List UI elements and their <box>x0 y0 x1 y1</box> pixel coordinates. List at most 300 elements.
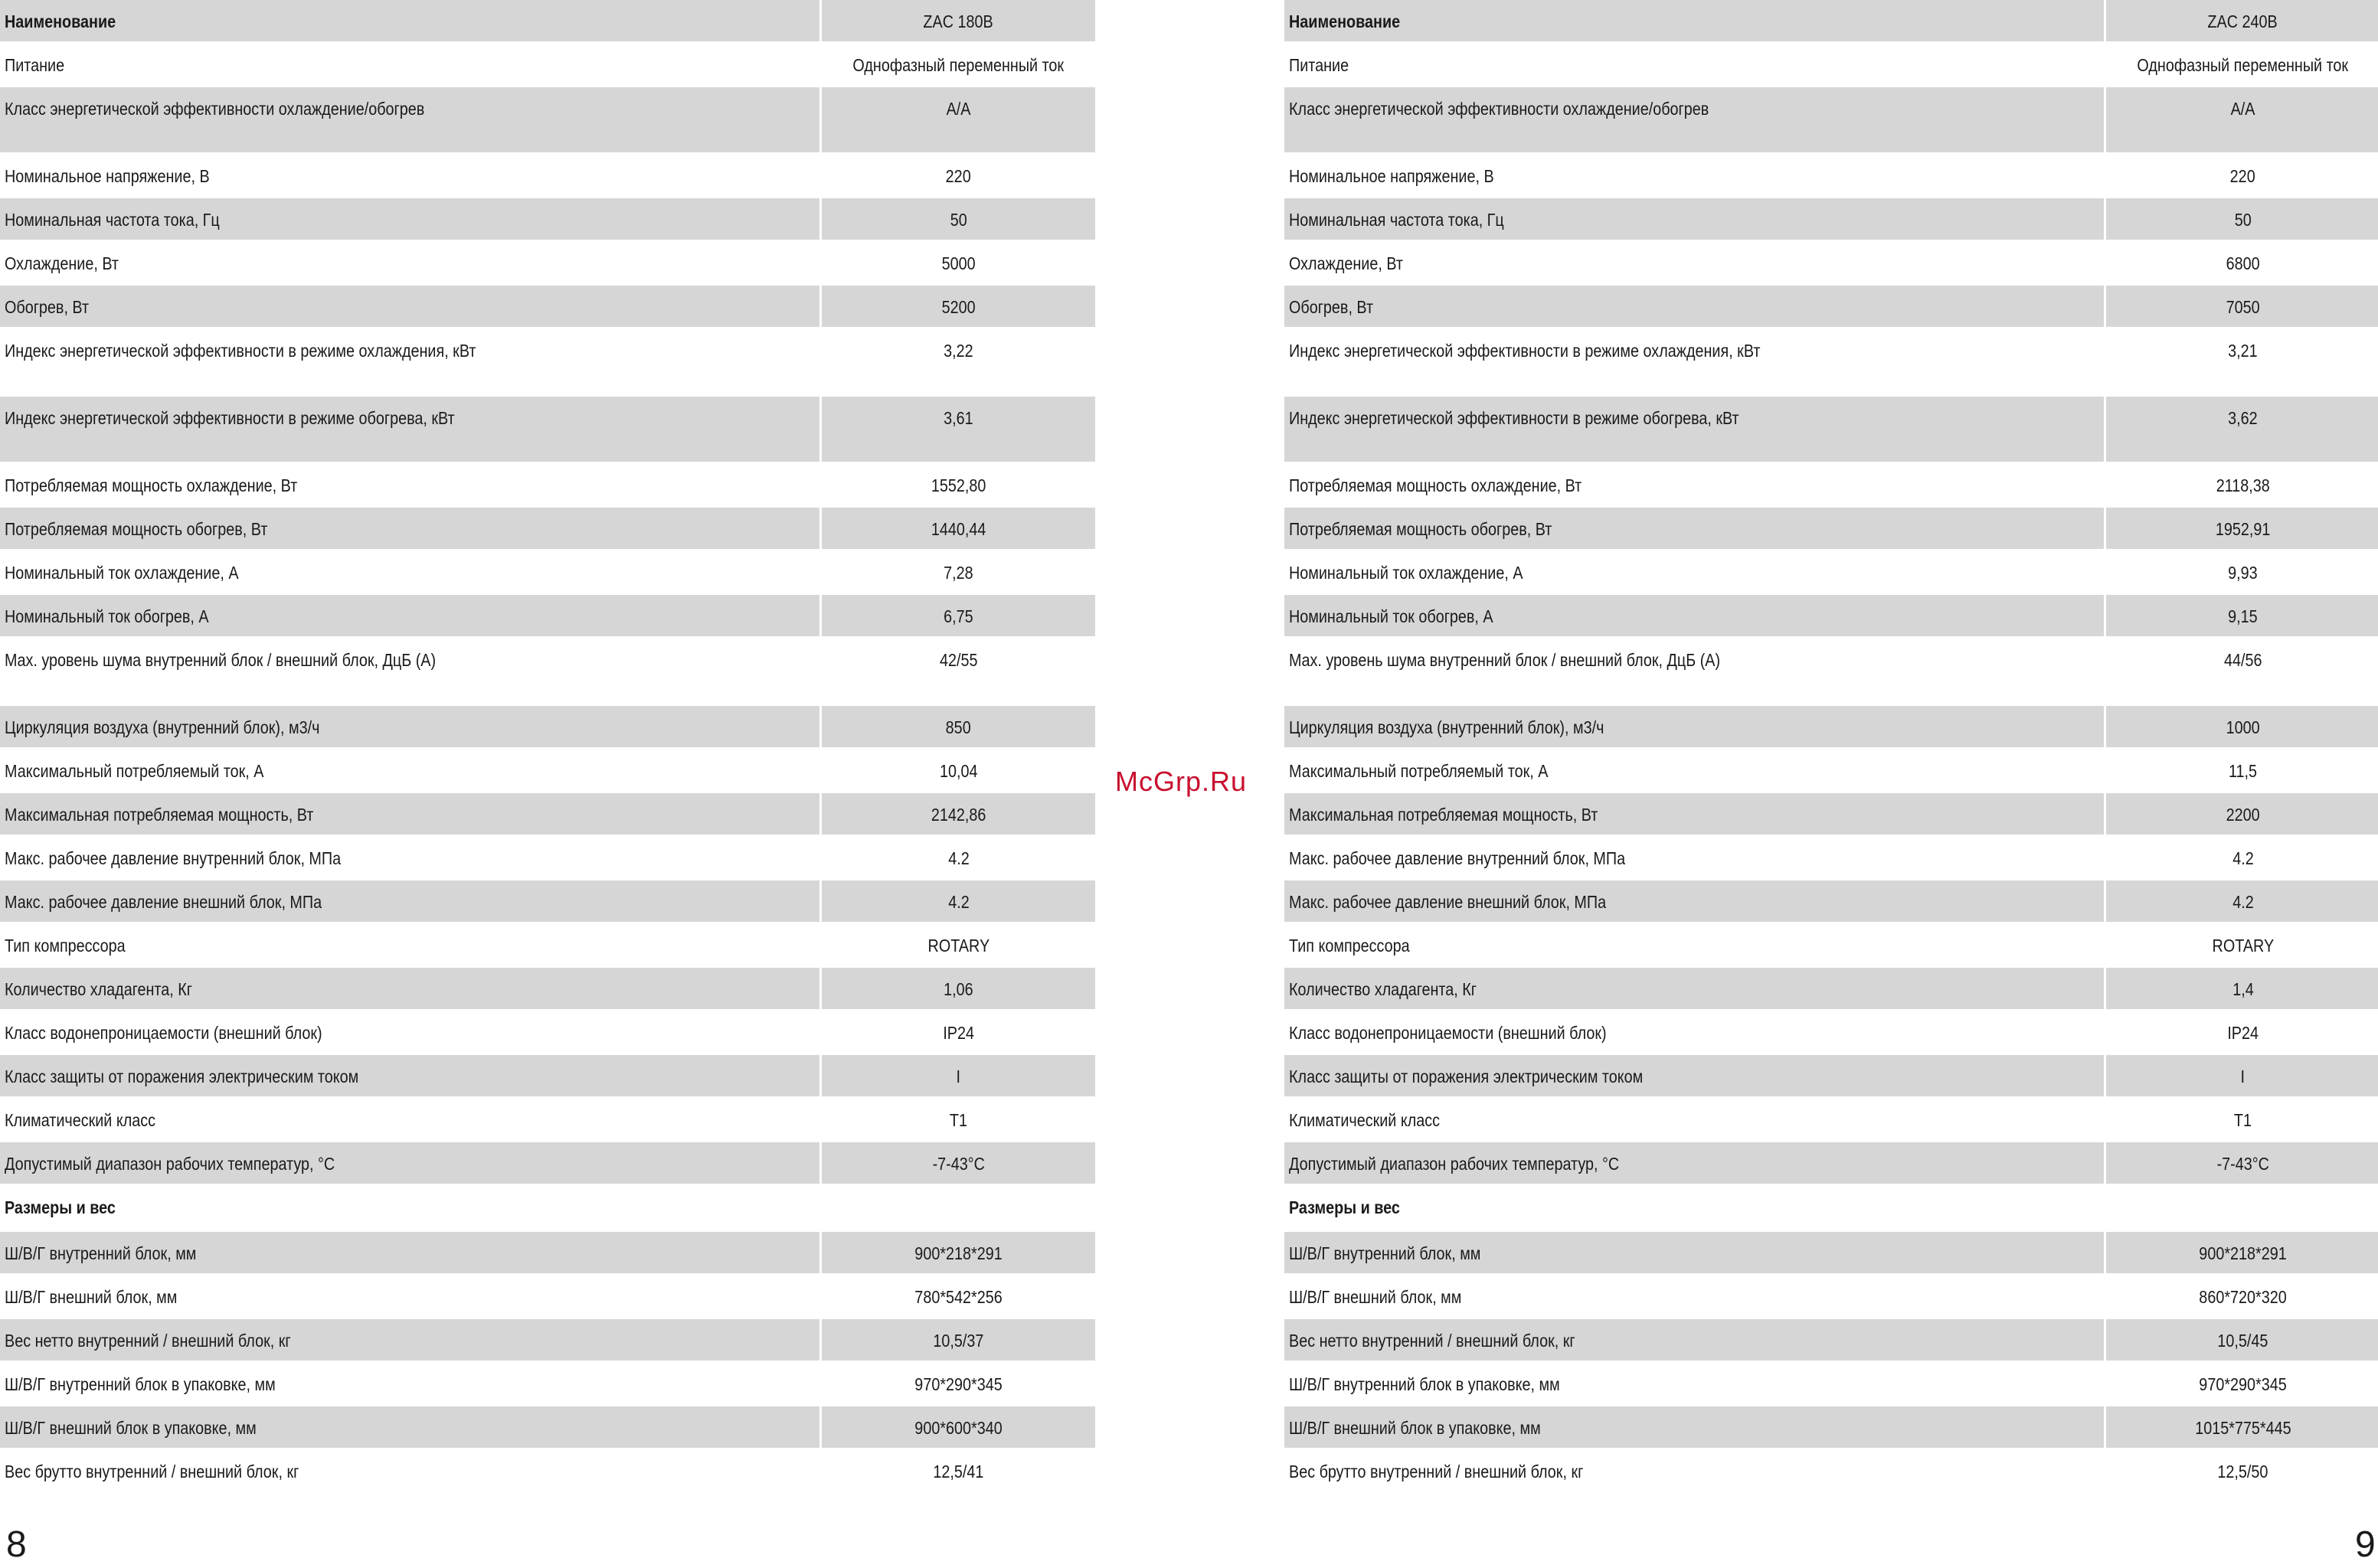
spec-value-text: 4.2 <box>947 892 970 912</box>
spec-label-text: Потребляемая мощность охлаждение, Вт <box>5 475 298 495</box>
spec-value-text: 1,4 <box>2232 979 2254 999</box>
spec-label <box>1284 397 2104 464</box>
spec-label <box>0 44 819 87</box>
spec-value <box>819 198 1095 242</box>
spec-value <box>2104 1011 2378 1055</box>
spec-value-text: 9,15 <box>2228 606 2258 626</box>
spec-value <box>2104 87 2378 155</box>
spec-label-text: Потребляемая мощность охлаждение, Вт <box>1289 475 1582 495</box>
spec-label <box>1284 837 2104 880</box>
spec-label <box>1284 1319 2104 1363</box>
spec-value-text: I <box>2240 1067 2246 1086</box>
table-row <box>0 508 1095 551</box>
spec-label-text: Ш/В/Г внешний блок в упаковке, мм <box>5 1418 257 1438</box>
table-row <box>0 1099 1095 1142</box>
spec-label <box>0 837 819 880</box>
spec-label-text: Размеры и вес <box>5 1197 116 1217</box>
spec-label <box>1284 198 2104 242</box>
spec-value <box>819 639 1095 706</box>
spec-value-text: 10,5/37 <box>933 1331 984 1351</box>
spec-value-text: 860*720*320 <box>2199 1287 2287 1307</box>
table-row <box>0 1363 1095 1406</box>
table-row <box>1284 1450 2378 1494</box>
table-row <box>1284 329 2378 397</box>
spec-value <box>2104 508 2378 551</box>
spec-label-text: Max. уровень шума внутренний блок / внешний блок, ДцБ (А) <box>1289 650 1721 670</box>
spec-value <box>819 329 1095 397</box>
spec-label-text: Класс защиты от поражения электрическим током <box>1289 1067 1644 1086</box>
spec-value <box>2104 595 2378 639</box>
spec-value <box>2104 1276 2378 1319</box>
spec-label <box>0 1363 819 1406</box>
spec-value-text: 850 <box>945 717 972 737</box>
spec-value <box>2104 1142 2378 1186</box>
table-row <box>0 155 1095 198</box>
spec-value <box>2104 242 2378 286</box>
spec-label-text: Класс защиты от поражения электрическим током <box>5 1067 359 1086</box>
spec-label-text: Макс. рабочее давление внешний блок, МПа <box>5 892 322 912</box>
spec-label <box>0 1142 819 1186</box>
spec-value-text: 2142,86 <box>931 805 986 825</box>
spec-label-text: Макс. рабочее давление внешний блок, МПа <box>1289 892 1607 912</box>
spec-label <box>1284 1011 2104 1055</box>
spec-label-text: Количество хладагента, Кг <box>5 979 192 999</box>
spec-label-text: Вес нетто внутренний / внешний блок, кг <box>1289 1331 1575 1351</box>
spec-label-text: Класс энергетической эффективности охлаждение/обогрев <box>1289 99 1709 119</box>
table-row <box>1284 968 2378 1011</box>
spec-label-text: Максимальный потребляемый ток, А <box>5 761 264 781</box>
spec-value <box>819 1450 1095 1494</box>
spec-value <box>2104 198 2378 242</box>
spec-label-text: Потребляемая мощность обогрев, Вт <box>5 519 268 539</box>
table-row <box>1284 1142 2378 1186</box>
spec-label <box>1284 880 2104 924</box>
spec-value <box>819 750 1095 793</box>
spec-value <box>819 155 1095 198</box>
spec-value-text: -7-43°С <box>932 1154 985 1174</box>
spec-value <box>819 1363 1095 1406</box>
spec-value <box>819 1055 1095 1099</box>
spec-value-text: 3,22 <box>944 341 973 361</box>
spec-label-text: Допустимый диапазон рабочих температур, °С <box>1289 1154 1620 1174</box>
spec-label <box>1284 1450 2104 1494</box>
spec-label-text: Индекс энергетической эффективности в режиме обогрева, кВт <box>1289 408 1739 428</box>
spec-value-text: 10,5/45 <box>2217 1331 2268 1351</box>
spec-value-text: 2118,38 <box>2216 475 2270 495</box>
spec-label <box>0 1099 819 1142</box>
spec-value <box>819 0 1095 44</box>
spec-label-text: Наименование <box>1289 11 1401 31</box>
spec-label <box>1284 639 2104 706</box>
spec-label <box>1284 793 2104 837</box>
spec-value <box>819 968 1095 1011</box>
spec-value <box>2104 1099 2378 1142</box>
spec-value <box>2104 286 2378 329</box>
spec-value-text: 2200 <box>2226 805 2260 825</box>
spec-value-text: 6800 <box>2226 253 2260 273</box>
spec-value <box>2104 397 2378 464</box>
spec-value <box>819 1276 1095 1319</box>
spec-label-text: Потребляемая мощность обогрев, Вт <box>1289 519 1552 539</box>
spec-label-text: Допустимый диапазон рабочих температур, °С <box>5 1154 335 1174</box>
spec-value <box>819 1099 1095 1142</box>
table-row <box>1284 1099 2378 1142</box>
spec-value <box>819 44 1095 87</box>
table-row <box>1284 1186 2378 1232</box>
spec-value <box>819 286 1095 329</box>
spec-label <box>0 639 819 706</box>
spec-value-text: 12,5/50 <box>2217 1462 2268 1481</box>
spec-value-text: 1015*775*445 <box>2194 1418 2291 1438</box>
table-row <box>0 44 1095 87</box>
spec-value-text: 11,5 <box>2228 761 2258 781</box>
table-row <box>0 793 1095 837</box>
spec-value-text: 900*218*291 <box>914 1243 1003 1263</box>
spec-value-text: T1 <box>2233 1110 2252 1130</box>
spec-label <box>1284 1055 2104 1099</box>
spec-label <box>0 0 819 44</box>
spec-value-text: 1440,44 <box>931 519 986 539</box>
spec-label <box>0 1319 819 1363</box>
spec-label-text: Климатический класс <box>1289 1110 1441 1130</box>
spec-value <box>819 397 1095 464</box>
spec-label <box>0 1055 819 1099</box>
spec-label-text: Класс водонепроницаемости (внешний блок) <box>1289 1023 1607 1043</box>
spec-label <box>1284 924 2104 968</box>
table-row <box>1284 750 2378 793</box>
table-row <box>1284 198 2378 242</box>
spec-label-text: Макс. рабочее давление внутренний блок, МПа <box>1289 848 1626 868</box>
table-row <box>0 968 1095 1011</box>
table-row <box>1284 595 2378 639</box>
spec-label-text: Класс водонепроницаемости (внешний блок) <box>5 1023 322 1043</box>
table-row <box>1284 508 2378 551</box>
spec-value <box>2104 0 2378 44</box>
spec-value <box>2104 329 2378 397</box>
table-row <box>0 750 1095 793</box>
spec-label <box>1284 1406 2104 1450</box>
spec-label <box>0 464 819 508</box>
spec-value-text: 780*542*256 <box>914 1287 1003 1307</box>
table-row <box>0 924 1095 968</box>
spec-label-text: Номинальное напряжение, В <box>5 166 210 186</box>
spec-label-text: Ш/В/Г внешний блок, мм <box>5 1287 178 1307</box>
spec-label-text: Max. уровень шума внутренний блок / внешний блок, ДцБ (А) <box>5 650 437 670</box>
spec-value-text: 970*290*345 <box>2199 1374 2287 1394</box>
table-row <box>0 1011 1095 1055</box>
spec-label-text: Номинальный ток охлаждение, А <box>5 563 239 583</box>
watermark: McGrp.Ru <box>1115 766 1248 797</box>
spec-value <box>819 880 1095 924</box>
spec-label-text: Номинальная частота тока, Гц <box>5 210 220 230</box>
spec-label <box>1284 286 2104 329</box>
spec-value <box>819 508 1095 551</box>
spec-label-text: Максимальный потребляемый ток, А <box>1289 761 1549 781</box>
spec-label <box>0 508 819 551</box>
spec-value <box>2104 1319 2378 1363</box>
spec-label-text: Тип компрессора <box>5 936 126 956</box>
spec-label <box>0 242 819 286</box>
spec-label <box>0 286 819 329</box>
spec-label-text: Ш/В/Г внутренний блок, мм <box>1289 1243 1481 1263</box>
spec-value-text: 50 <box>2234 210 2252 230</box>
spec-value <box>819 1406 1095 1450</box>
spec-value-text: 5000 <box>941 253 976 273</box>
table-row <box>0 706 1095 750</box>
spec-label <box>1284 87 2104 155</box>
spec-value-text: ROTARY <box>2212 936 2274 956</box>
spec-value-text: 220 <box>945 166 972 186</box>
spec-value <box>819 706 1095 750</box>
spec-value <box>2104 1406 2378 1450</box>
table-row <box>1284 837 2378 880</box>
table-row <box>1284 1276 2378 1319</box>
table-row <box>1284 1319 2378 1363</box>
spec-value-text: Однофазный переменный ток <box>2137 55 2349 75</box>
table-row <box>1284 0 2378 44</box>
spec-value-text: 900*218*291 <box>2199 1243 2287 1263</box>
spec-value-text: 3,62 <box>2228 408 2258 428</box>
spec-value <box>2104 1055 2378 1099</box>
spec-label <box>0 155 819 198</box>
spec-label-text: Охлаждение, Вт <box>5 253 119 273</box>
spec-label-text: Номинальный ток обогрев, А <box>1289 606 1493 626</box>
spec-table-body <box>0 0 1095 1494</box>
spec-value-text: 220 <box>2229 166 2256 186</box>
table-row <box>0 1055 1095 1099</box>
spec-label-text: Индекс энергетической эффективности в режиме обогрева, кВт <box>5 408 455 428</box>
spec-label <box>0 793 819 837</box>
spec-label <box>0 706 819 750</box>
spec-label <box>1284 750 2104 793</box>
spec-label <box>1284 1232 2104 1276</box>
table-row <box>1284 639 2378 706</box>
spec-value <box>2104 639 2378 706</box>
spec-value <box>2104 924 2378 968</box>
spec-label-text: Наименование <box>5 11 116 31</box>
table-row <box>0 1186 1095 1232</box>
spec-label-text: Климатический класс <box>5 1110 156 1130</box>
spec-label-text: Вес нетто внутренний / внешний блок, кг <box>5 1331 291 1351</box>
spec-value-text: ROTARY <box>927 936 989 956</box>
spec-label <box>0 329 819 397</box>
spec-value-text: 900*600*340 <box>914 1418 1003 1438</box>
spec-value <box>819 1011 1095 1055</box>
spec-value-text: A/A <box>946 99 971 119</box>
spec-label-text: Ш/В/Г внутренний блок, мм <box>5 1243 197 1263</box>
spec-label <box>1284 155 2104 198</box>
spec-label-text: Макс. рабочее давление внутренний блок, МПа <box>5 848 342 868</box>
spec-label-text: Индекс энергетической эффективности в режиме охлаждения, кВт <box>5 341 476 361</box>
spec-value <box>819 1319 1095 1363</box>
table-row <box>1284 793 2378 837</box>
spec-label-text: Обогрев, Вт <box>5 297 90 317</box>
spec-value <box>819 793 1095 837</box>
spec-label <box>0 750 819 793</box>
spec-table-zac240b <box>1284 0 2378 1494</box>
spec-label-text: Охлаждение, Вт <box>1289 253 1403 273</box>
spec-value-text: 5200 <box>941 297 976 317</box>
spec-value <box>2104 1450 2378 1494</box>
spec-label-text: Номинальный ток обогрев, А <box>5 606 209 626</box>
table-row <box>0 1406 1095 1450</box>
spec-value <box>2104 880 2378 924</box>
spec-value <box>819 87 1095 155</box>
spec-label <box>1284 551 2104 595</box>
spec-value <box>819 464 1095 508</box>
spec-value-text: 4.2 <box>947 848 970 868</box>
spec-label-text: Максимальная потребляемая мощность, Вт <box>1289 805 1598 825</box>
spec-value-text: 50 <box>950 210 967 230</box>
table-row <box>0 1276 1095 1319</box>
spec-value-text: 3,21 <box>2228 341 2258 361</box>
spec-label-text: Индекс энергетической эффективности в режиме охлаждения, кВт <box>1289 341 1761 361</box>
table-row <box>1284 880 2378 924</box>
spec-label <box>0 198 819 242</box>
spec-value <box>2104 551 2378 595</box>
spec-value <box>819 837 1095 880</box>
spec-label <box>1284 0 2104 44</box>
spec-label-text: Класс энергетической эффективности охлаждение/обогрев <box>5 99 425 119</box>
spec-value <box>2104 750 2378 793</box>
spec-label <box>1284 595 2104 639</box>
spec-label-text: Номинальное напряжение, В <box>1289 166 1494 186</box>
table-row <box>1284 1363 2378 1406</box>
table-row <box>1284 1011 2378 1055</box>
spec-label-text: Номинальная частота тока, Гц <box>1289 210 1504 230</box>
spec-label-text: Ш/В/Г внешний блок, мм <box>1289 1287 1462 1307</box>
table-row <box>1284 44 2378 87</box>
spec-value-text: 4.2 <box>2232 848 2254 868</box>
spec-value-text: 3,61 <box>944 408 973 428</box>
table-row <box>1284 87 2378 155</box>
table-row <box>1284 242 2378 286</box>
spec-label-text: Размеры и вес <box>1289 1197 1400 1217</box>
spec-label <box>0 1406 819 1450</box>
spec-value-text: A/A <box>2230 99 2255 119</box>
spec-value <box>2104 44 2378 87</box>
spec-label-text: Обогрев, Вт <box>1289 297 1374 317</box>
spec-value-text: 7050 <box>2226 297 2260 317</box>
table-row <box>0 1450 1095 1494</box>
table-row <box>0 880 1095 924</box>
table-row <box>1284 706 2378 750</box>
spec-value <box>2104 155 2378 198</box>
table-row <box>1284 1055 2378 1099</box>
spec-label <box>0 1186 819 1232</box>
spec-label <box>0 968 819 1011</box>
spec-label-text: Вес брутто внутренний / внешний блок, кг <box>5 1462 299 1481</box>
spec-value-text: 4.2 <box>2232 892 2254 912</box>
spec-label-text: Ш/В/Г внешний блок в упаковке, мм <box>1289 1418 1541 1438</box>
table-row <box>0 0 1095 44</box>
spec-value-text: T1 <box>949 1110 968 1130</box>
spec-label-text: Циркуляция воздуха (внутренний блок), м3/ч <box>5 717 320 737</box>
table-row <box>0 397 1095 464</box>
spec-label <box>0 924 819 968</box>
spec-value-text: 9,93 <box>2228 563 2258 583</box>
table-row <box>0 87 1095 155</box>
spec-label <box>1284 1099 2104 1142</box>
spec-value <box>819 924 1095 968</box>
spec-label <box>1284 968 2104 1011</box>
spec-value <box>2104 968 2378 1011</box>
spec-value-text: 42/55 <box>939 650 978 670</box>
spec-value-text: 1,06 <box>944 979 973 999</box>
page-right <box>1284 0 2378 1494</box>
table-row <box>0 329 1095 397</box>
spec-label-text: Циркуляция воздуха (внутренний блок), м3/ч <box>1289 717 1604 737</box>
spec-value <box>819 551 1095 595</box>
spec-value-text: Однофазный переменный ток <box>852 55 1065 75</box>
spec-label-text: Питание <box>1289 55 1349 75</box>
spec-label <box>1284 1142 2104 1186</box>
spec-label <box>0 1450 819 1494</box>
spec-value-text: 1000 <box>2226 717 2260 737</box>
table-row <box>1284 551 2378 595</box>
spec-label <box>0 1011 819 1055</box>
spec-value-text: I <box>956 1067 961 1086</box>
spec-label <box>1284 1363 2104 1406</box>
spec-label-text: Тип компрессора <box>1289 936 1410 956</box>
spec-value <box>819 595 1095 639</box>
table-row <box>1284 286 2378 329</box>
spec-label-text: Максимальная потребляемая мощность, Вт <box>5 805 314 825</box>
spec-value <box>819 1142 1095 1186</box>
table-row <box>0 1142 1095 1186</box>
spec-label <box>1284 44 2104 87</box>
table-row <box>1284 155 2378 198</box>
spec-value <box>2104 837 2378 880</box>
spec-label <box>0 551 819 595</box>
spec-label <box>1284 1186 2104 1232</box>
spec-value <box>2104 1232 2378 1276</box>
spec-label <box>0 1276 819 1319</box>
table-row <box>1284 397 2378 464</box>
table-row <box>0 242 1095 286</box>
spec-value-text: IP24 <box>2227 1023 2259 1043</box>
table-row <box>0 837 1095 880</box>
spec-label <box>1284 329 2104 397</box>
spec-value <box>2104 793 2378 837</box>
spec-label <box>1284 508 2104 551</box>
table-row <box>1284 924 2378 968</box>
table-row <box>0 198 1095 242</box>
table-row <box>0 1232 1095 1276</box>
table-row <box>1284 1406 2378 1450</box>
table-row <box>0 639 1095 706</box>
spec-value <box>819 1232 1095 1276</box>
spec-table-zac180b <box>0 0 1095 1494</box>
spec-value-text: 10,04 <box>939 761 978 781</box>
spec-label-text: Питание <box>5 55 65 75</box>
spec-value-text: 6,75 <box>944 606 973 626</box>
spec-value-text: 12,5/41 <box>933 1462 984 1481</box>
spec-value-text: 7,28 <box>944 563 973 583</box>
spec-label <box>1284 242 2104 286</box>
spec-value-text: -7-43°С <box>2216 1154 2269 1174</box>
spec-table-body <box>1284 0 2378 1494</box>
spec-label-text: Ш/В/Г внутренний блок в упаковке, мм <box>1289 1374 1560 1394</box>
spec-label <box>1284 1276 2104 1319</box>
spec-label <box>0 397 819 464</box>
spec-value <box>2104 1186 2378 1232</box>
spec-value-text: ZAC 180B <box>923 11 994 31</box>
table-row <box>0 551 1095 595</box>
spec-label-text: Количество хладагента, Кг <box>1289 979 1477 999</box>
spec-label-text: Номинальный ток охлаждение, А <box>1289 563 1523 583</box>
spec-label <box>0 595 819 639</box>
